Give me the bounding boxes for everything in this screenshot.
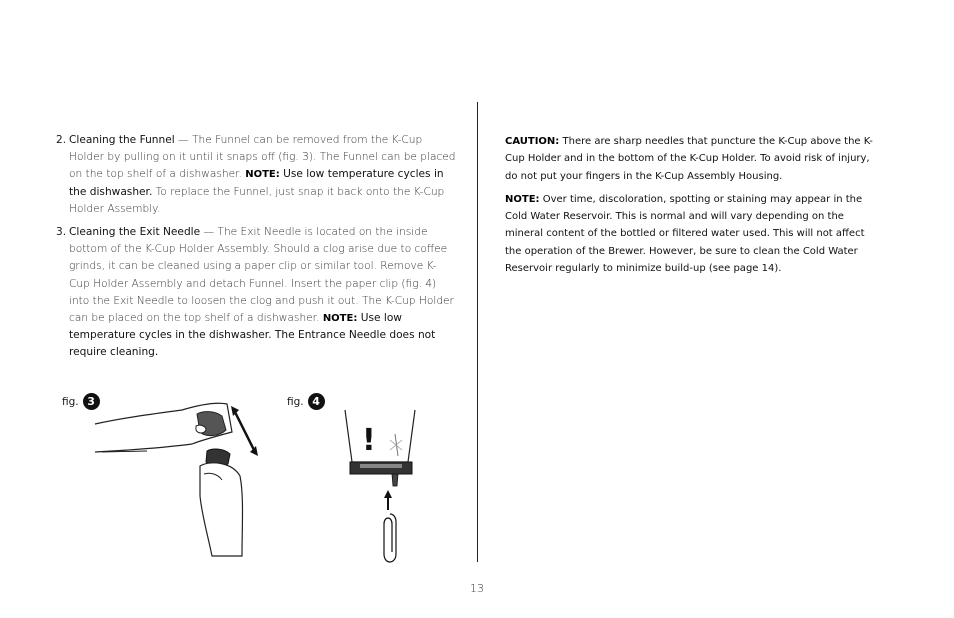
fig-label-text: fig.: [62, 395, 79, 408]
fig4-label: [287, 393, 325, 410]
page-number: 13: [470, 582, 484, 595]
fig-number-badge: 4: [308, 393, 325, 410]
fig-number-badge: 3: [83, 393, 100, 410]
note-text: Use low temperature cycles in the dishwasher. The Entrance Needle does not require cleaning.: [69, 312, 436, 359]
column-divider: [477, 102, 478, 562]
fig4-paperclip-needle-illustration: [340, 406, 420, 566]
note-text: Use low temperature cycles in the dishwasher.: [69, 168, 444, 198]
note-label: NOTE:: [322, 313, 358, 325]
caution-label: CAUTION:: [505, 136, 560, 147]
fig3-hands-funnel-illustration: [92, 396, 262, 566]
caution-paragraph: [505, 133, 877, 185]
section-cleaning-exit-needle: [56, 224, 456, 362]
section-heading: Cleaning the Funnel: [69, 134, 175, 146]
fig-label-text: fig.: [287, 395, 304, 408]
section-heading: Cleaning the Exit Needle: [69, 226, 201, 239]
item-number: 3.: [56, 226, 67, 239]
left-column: [56, 132, 456, 368]
warning-exclamation-icon: !: [362, 423, 376, 458]
item-number: 2.: [56, 134, 67, 146]
section-cleaning-funnel: [56, 132, 456, 218]
section-tail: To replace the Funnel, just snap it back onto the K-Cup Holder Assembly.: [69, 185, 445, 215]
section-body: — The Funnel can be removed from the K-Cup Holder by pulling on it until it snaps off (fig. 3). The Funnel can be placed on the top shelf of a dishwasher.: [69, 134, 456, 181]
note-label: NOTE:: [505, 193, 540, 205]
note-label: NOTE:: [245, 169, 280, 181]
note-paragraph: [505, 191, 877, 277]
caution-text: There are sharp needles that puncture the K-Cup above the K-Cup Holder and in the bottom of the K-Cup Holder. To avoid risk of injury, do not put your fingers in the K-Cup Assembly Housing.: [505, 136, 873, 182]
note-text: Over time, discoloration, spotting or staining may appear in the Cold Water Reservoir. This is normal and will vary depending on the mineral content of the bottled or filtered water used. This will not affect the operation of the Brewer. However, be sure to clean the Cold Water Reservoir regularly to minimize build-up (see page 14).: [505, 193, 865, 275]
right-column: [505, 133, 877, 283]
section-body: — The Exit Needle is located on the inside bottom of the K-Cup Holder Assembly. Should a clog arise due to coffee grinds, it can be cleaned using a paper clip or similar tool. Remove K-Cup Holder Assembly and detach Funnel. Insert the paper clip (fig. 4) into the Exit Needle to loosen the clog and push it out. The K-Cup Holder can be placed on the top shelf of a dishwasher.: [69, 226, 454, 325]
